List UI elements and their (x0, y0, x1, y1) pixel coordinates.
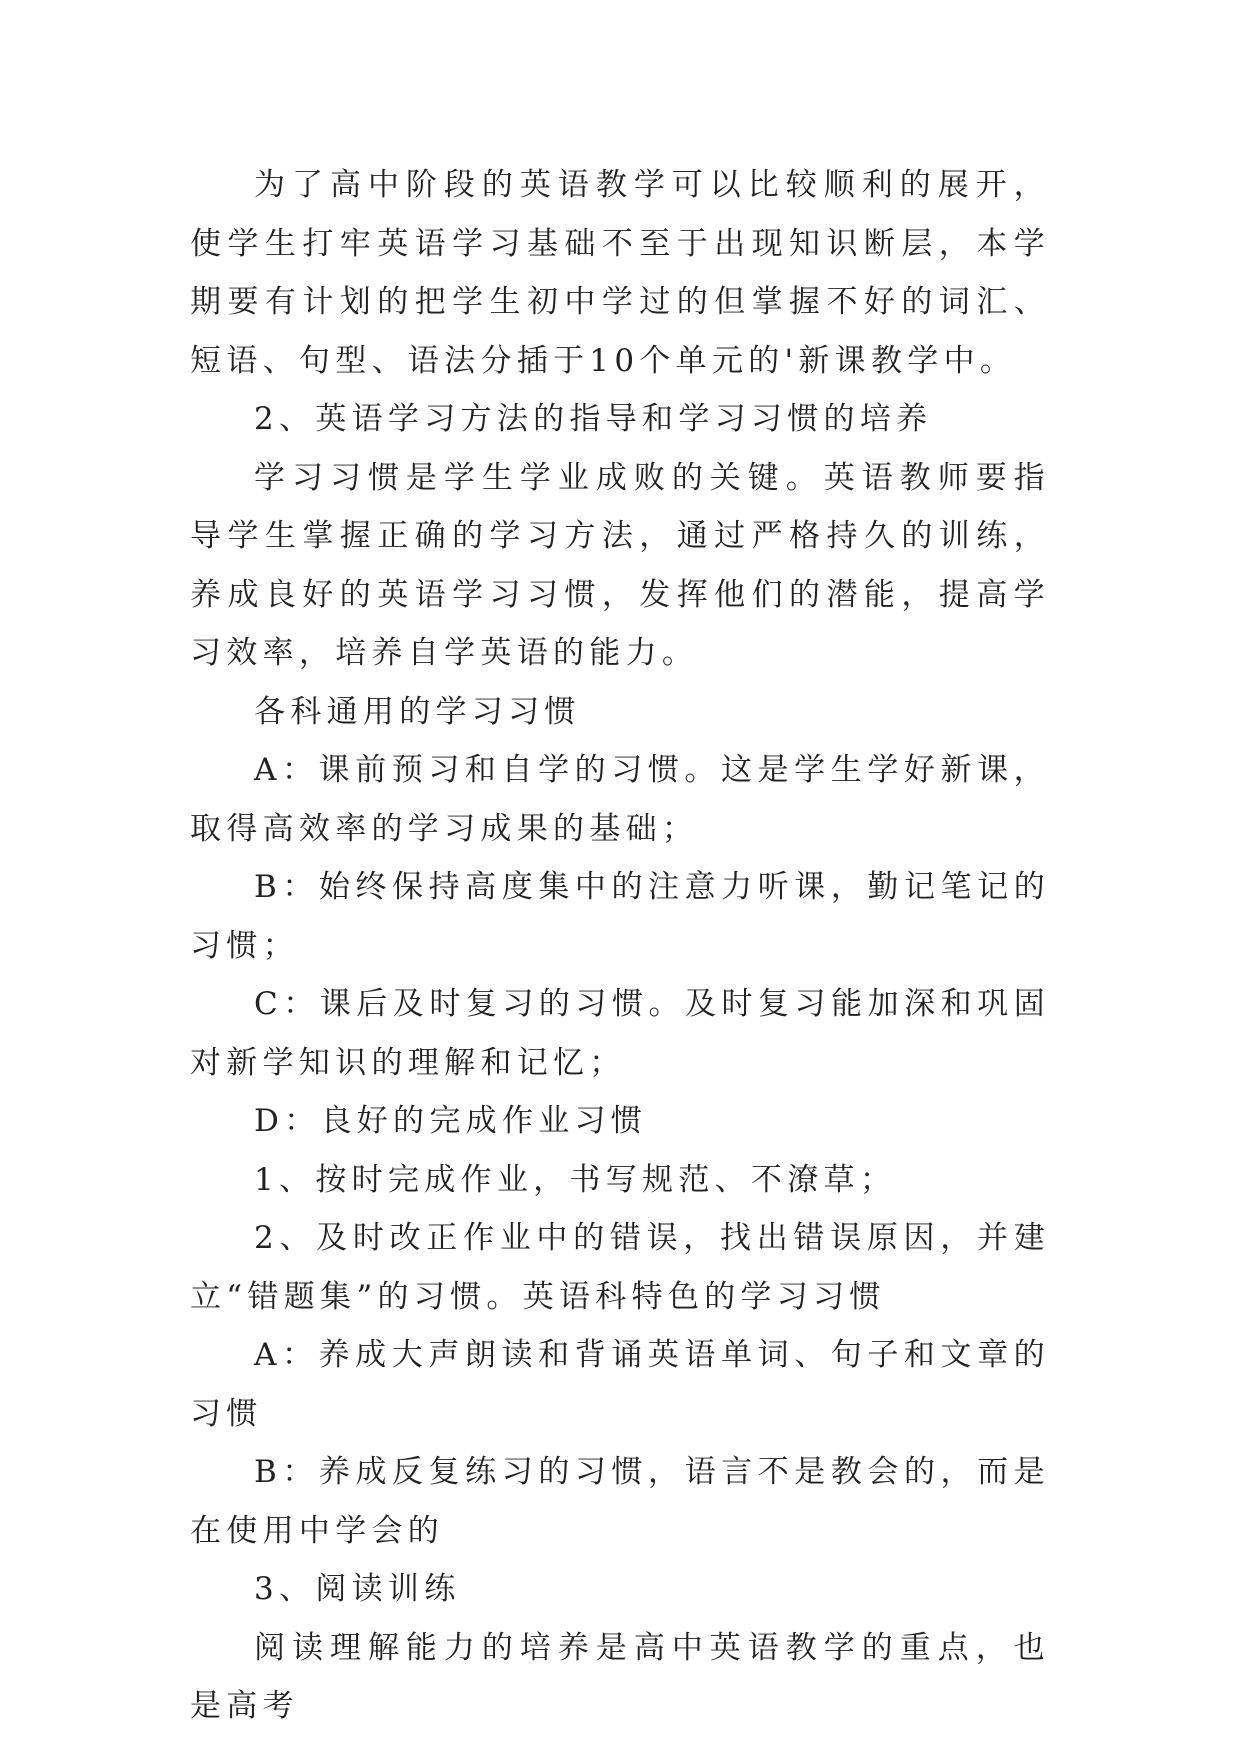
list-item-c: C：课后及时复习的习惯。及时复习能加深和巩固对新学知识的理解和记忆； (190, 986, 1050, 1081)
list-item-1: 1、按时完成作业，书写规范、不潦草； (254, 1161, 897, 1198)
english-habit-b: B：养成反复练习的习惯，语言不是教会的，而是在使用中学会的 (190, 1454, 1050, 1549)
subheading-general-habits: 各科通用的学习习惯 (254, 693, 581, 730)
list-item-b: B：始终保持高度集中的注意力听课，勤记笔记的习惯； (190, 869, 1050, 964)
list-item-2: 2、及时改正作业中的错误，找出错误原因，并建立“错题集”的习惯。英语科特色的学习习惯 (190, 1220, 1050, 1315)
english-habit-a: A：养成大声朗读和背诵英语单词、句子和文章的习惯 (190, 1337, 1050, 1432)
list-item-d: D：良好的完成作业习惯 (254, 1103, 648, 1139)
list-item-a: A：课前预习和自学的习惯。这是学生学好新课，取得高效率的学习成果的基础； (190, 752, 1050, 847)
paragraph-learning-habits: 学习习惯是学生学业成败的关键。英语教师要指导学生掌握正确的学习方法，通过严格持久的训练，养成良好的英语学习习惯，发挥他们的潜能，提高学习效率，培养自学英语的能力。 (190, 459, 1050, 671)
heading-learning-methods: 2、英语学习方法的指导和学习习惯的培养 (254, 401, 933, 437)
paragraph-intro: 为了高中阶段的英语教学可以比较顺利的展开，使学生打牢英语学习基础不至于出现知识断层，本学期要有计划的把学生初中学过的但掌握不好的词汇、短语、句型、语法分插于10个单元的'新课教学中。 (190, 167, 1050, 379)
document-body (190, 156, 1050, 1736)
paragraph-reading: 阅读理解能力的培养是高中英语教学的重点，也是高考 (190, 1629, 1050, 1724)
heading-reading-training: 3、阅读训练 (254, 1571, 461, 1607)
